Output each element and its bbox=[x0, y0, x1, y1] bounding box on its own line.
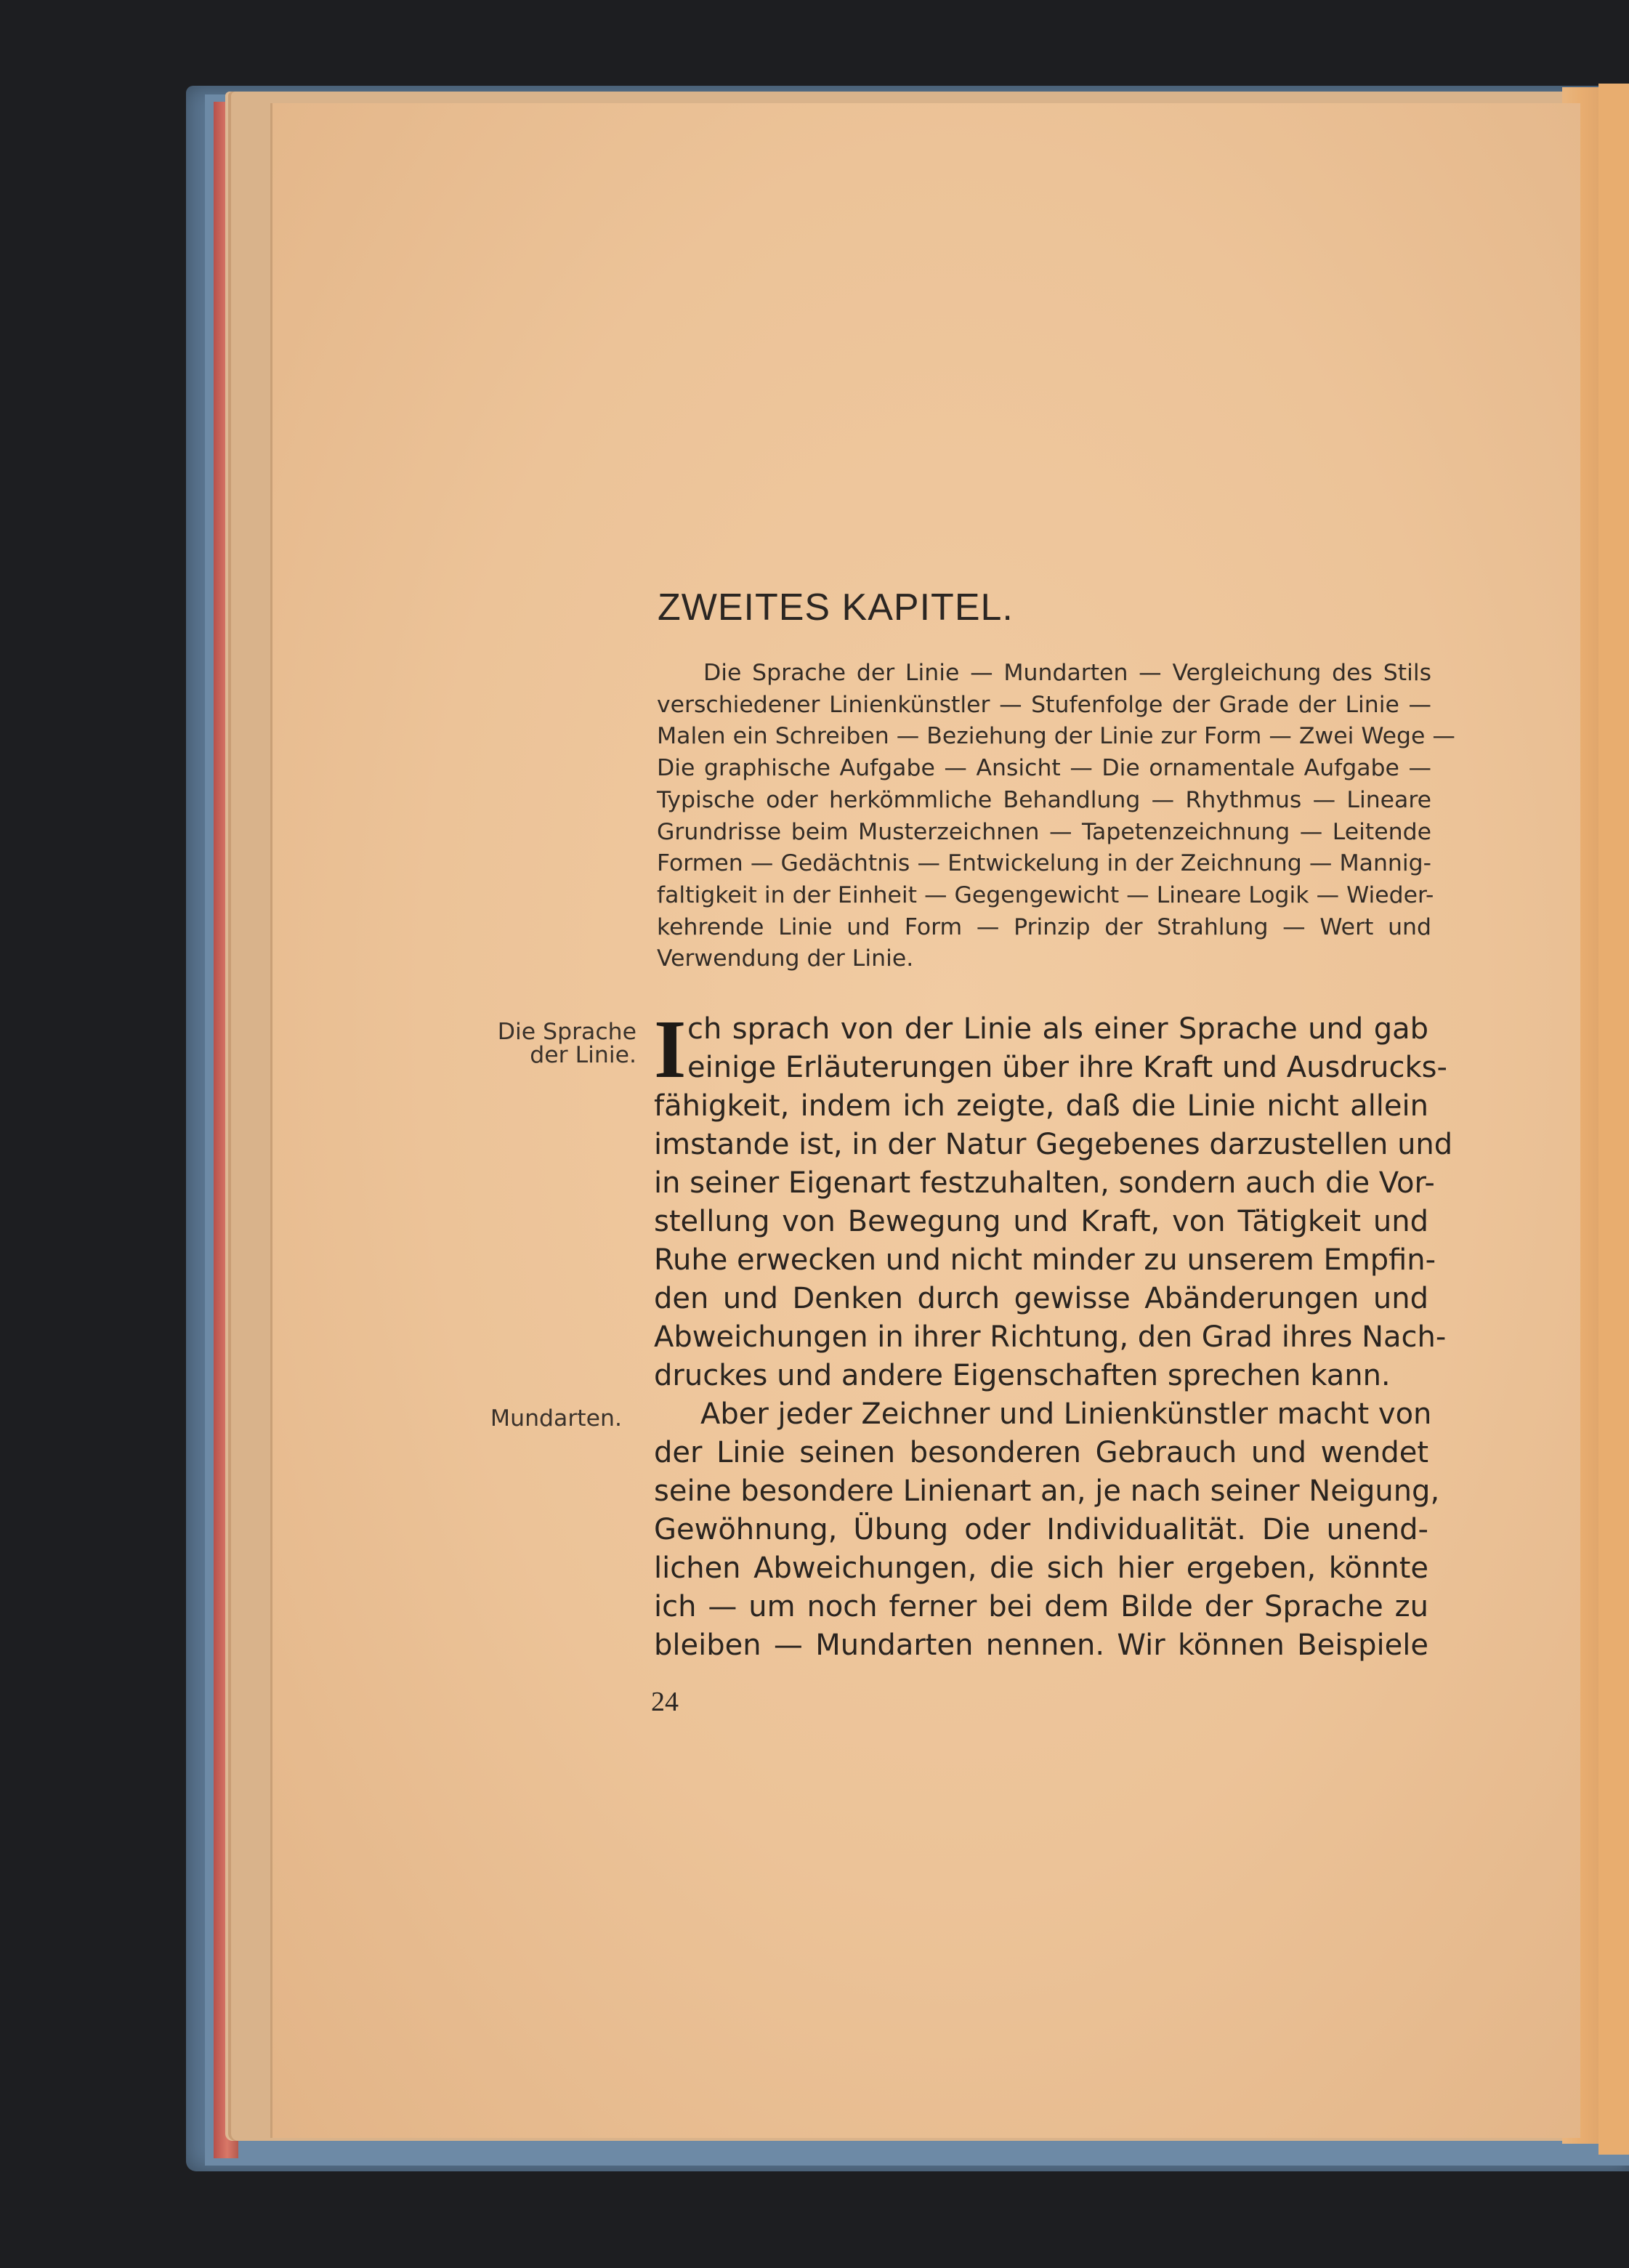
summary-line: Grundrisse beim Musterzeichnen — Tapetenzeichnung — Leitende bbox=[657, 818, 1431, 845]
summary-line: faltigkeit in der Einheit — Gegengewicht — Lineare Logik — Wieder- bbox=[657, 881, 1434, 908]
body-line: Abweichungen in ihrer Richtung, den Grad ihres Nach- bbox=[654, 1320, 1447, 1354]
facing-page-edge bbox=[1598, 84, 1629, 2155]
summary-line: Die Sprache der Linie — Mundarten — Vergleichung des Stils bbox=[703, 660, 1431, 686]
body-line: imstande ist, in der Natur Gegebenes darzustellen und bbox=[654, 1128, 1453, 1161]
margin-note-mundarten bbox=[465, 1407, 622, 1430]
margin-note-line: Die Sprache bbox=[497, 1019, 636, 1045]
body-line: lichen Abweichungen, die sich hier ergeben, könnte bbox=[654, 1551, 1428, 1585]
body-line: Aber jeder Zeichner und Linienkünstler macht von bbox=[700, 1397, 1432, 1431]
summary-line: Malen ein Schreiben — Beziehung der Linie zur Form — Zwei Wege — bbox=[657, 723, 1455, 750]
summary-line: Die graphische Aufgabe — Ansicht — Die ornamentale Aufgabe — bbox=[657, 755, 1431, 782]
margin-note-sprache bbox=[465, 1020, 636, 1067]
drop-cap: I bbox=[654, 1003, 687, 1095]
body-line: fähigkeit, indem ich zeigte, daß die Linie nicht allein bbox=[654, 1089, 1428, 1123]
summary-line: kehrende Linie und Form — Prinzip der Strahlung — Wert und bbox=[657, 913, 1431, 940]
body-line: stellung von Bewegung und Kraft, von Tätigkeit und bbox=[654, 1205, 1428, 1238]
summary-line: verschiedener Linienkünstler — Stufenfolge der Grade der Linie — bbox=[657, 691, 1431, 718]
body-line: druckes und andere Eigenschaften sprechen kann. bbox=[654, 1359, 1391, 1392]
summary-line: Verwendung der Linie. bbox=[657, 945, 914, 972]
body-line: Gewöhnung, Übung oder Individualität. Die unend- bbox=[654, 1513, 1428, 1546]
body-line: einige Erläuterungen über ihre Kraft und Ausdrucks- bbox=[687, 1051, 1447, 1084]
body-line: bleiben — Mundarten nennen. Wir können Beispiele bbox=[654, 1629, 1428, 1662]
margin-note-line: der Linie. bbox=[530, 1042, 636, 1068]
summary-line: Formen — Gedächtnis — Entwickelung in der Zeichnung — Mannig- bbox=[657, 850, 1431, 877]
body-line: in seiner Eigenart festzuhalten, sondern auch die Vor- bbox=[654, 1166, 1435, 1200]
chapter-summary bbox=[657, 658, 1455, 975]
page-number: 24 bbox=[651, 1687, 679, 1717]
margin-note-line: Mundarten. bbox=[490, 1405, 622, 1432]
body-line: ich — um noch ferner bei dem Bilde der Sprache zu bbox=[654, 1590, 1428, 1623]
body-line: der Linie seinen besonderen Gebrauch und wendet bbox=[654, 1436, 1428, 1469]
chapter-title: ZWEITES KAPITEL. bbox=[658, 586, 1014, 629]
body-line: ch sprach von der Linie als einer Sprache und gab bbox=[687, 1012, 1428, 1046]
body-line: den und Denken durch gewisse Abänderungen und bbox=[654, 1282, 1428, 1315]
body-line: Ruhe erwecken und nicht minder zu unserem Empfin- bbox=[654, 1243, 1436, 1277]
body-text bbox=[654, 1003, 1453, 1665]
summary-line: Typische oder herkömmliche Behandlung — Rhythmus — Lineare bbox=[657, 786, 1431, 813]
body-line: seine besondere Linienart an, je nach seiner Neigung, bbox=[654, 1474, 1440, 1508]
